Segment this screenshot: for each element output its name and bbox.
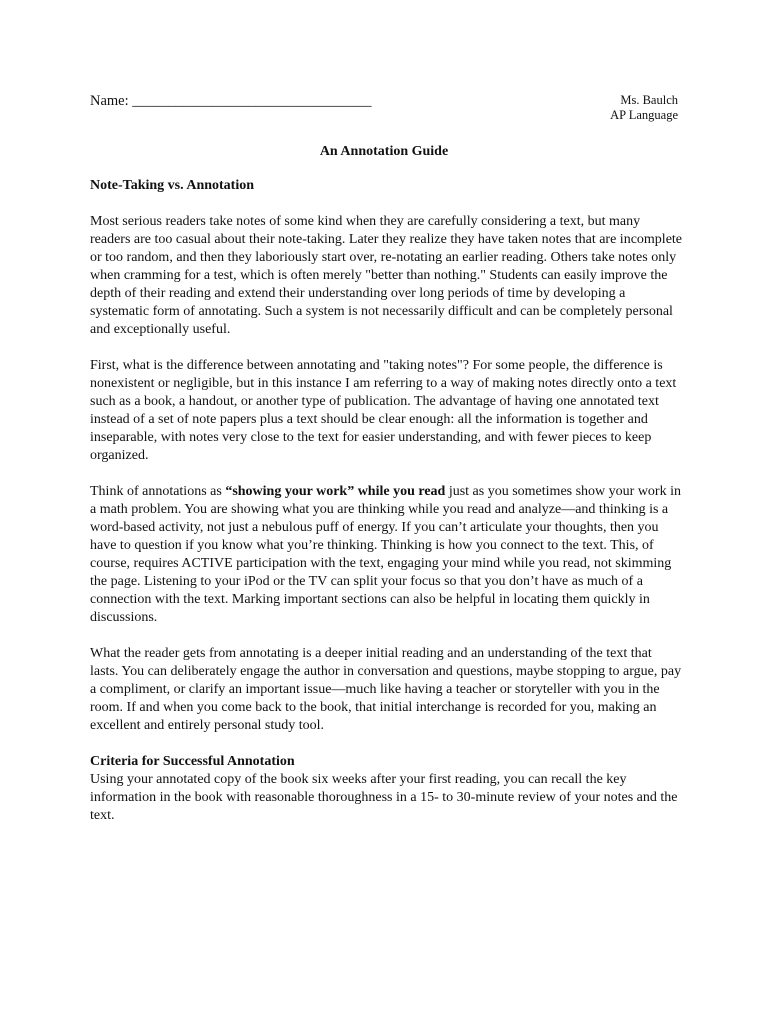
- paragraph-3-start: Think of annotations as: [90, 484, 226, 499]
- section-heading-note-taking: Note-Taking vs. Annotation: [90, 178, 255, 193]
- paragraph-3-rest: just as you sometimes show your work in a math problem. You are showing what you are thinking while you read and analyze—and thinking is a word-based activity, not just a nebulous puff of energy. If you can’t articulate your thoughts, then you have to question if you know what you’re thinking. Thinking is how you connect to the text. This, of course, requires ACTIVE participation with the text, engaging your mind while you read, not skimming the page. Listening to your iPod or the TV can split your focus so that you don’t have as much of a connection with the text. Marking important sections can also be helpful in locating them quickly in discussions.: [90, 484, 681, 625]
- paragraph-3-emphasis: “showing your work” while you read: [225, 484, 446, 499]
- document-title: An Annotation Guide: [319, 144, 449, 159]
- teacher-info: [610, 93, 678, 123]
- paragraph-1: Most serious readers take notes of some kind when they are carefully considering a text, but many readers are too casual about their note-taking. Later they realize they have taken notes that are incomplete or too random, and then they laboriously start over, re-notating an earlier reading. Others take notes only when cramming for a test, which is often merely "better than nothing." Students can easily improve the depth of their reading and extend their understanding over long periods of time by developing a systematic form of annotating. Such a system is not necessarily difficult and can be completely personal and exceptionally useful.: [90, 214, 683, 337]
- section-heading-criteria: Criteria for Successful Annotation: [90, 754, 295, 769]
- paragraph-2: First, what is the difference between annotating and "taking notes"? For some people, the difference is nonexistent or negligible, but in this instance I am referring to a way of making notes directly onto a text such as a book, a handout, or another type of publication. The advantage of having one annotated text instead of a set of note papers plus a text should be clear enough: all the information is together and inseparable, with notes very close to the text for easier understanding, and with fewer pieces to keep organized.: [90, 358, 677, 463]
- paragraph-4: What the reader gets from annotating is a deeper initial reading and an understanding of the text that lasts. You can deliberately engage the author in conversation and questions, maybe stopping to argue, pay a compliment, or clarify an important issue—much like having a teacher or storyteller with you in the room. If and when you come back to the book, that initial interchange is recorded for you, making an excellent and entirely personal study tool.: [90, 646, 682, 733]
- course-name: AP Language: [610, 108, 678, 122]
- teacher-name: Ms. Baulch: [620, 93, 678, 107]
- paragraph-5: Using your annotated copy of the book six weeks after your first reading, you can recall the key information in the book with reasonable thoroughness in a 15- to 30-minute review of your notes and the text.: [90, 772, 678, 823]
- paragraph-3: [90, 483, 682, 627]
- document-body: [90, 177, 682, 825]
- name-field-label: Name: _________________________________: [90, 93, 372, 109]
